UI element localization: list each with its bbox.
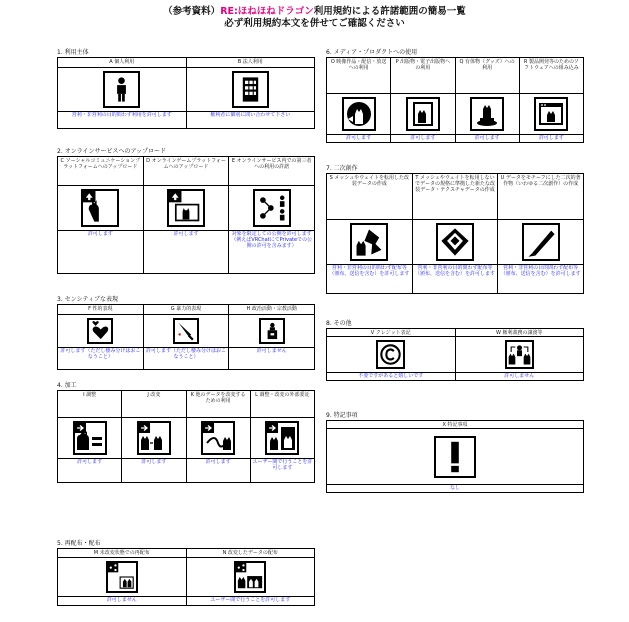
cell-icon-area — [187, 68, 315, 111]
cell-icon-area — [251, 418, 314, 458]
cell-icon-area — [144, 186, 229, 230]
cell-icon-area — [58, 558, 186, 596]
cell-icon-area — [520, 94, 583, 134]
upload-social-icon — [81, 189, 119, 227]
section-s1 — [57, 49, 315, 129]
share-third-party-icon — [253, 189, 291, 227]
section-title: 8. その他 — [326, 320, 352, 327]
cell-icon-area — [58, 68, 186, 111]
cell-icon-area — [327, 337, 455, 372]
page-header — [0, 6, 629, 30]
cell-header: P 出版物・電子出版物への利用 — [391, 58, 454, 94]
permission-status: 許可します — [122, 458, 185, 482]
permission-status: 許可します（ただし棲み分けはおこなうこと） — [58, 347, 143, 369]
copyright-icon — [376, 340, 405, 369]
cell-header: W 権利義務の譲渡等 — [456, 329, 584, 337]
permission-status: 対象を限定しての公開を許可します（例えばVRChatにてPrivateでの公開の許可を含みます） — [229, 230, 314, 273]
permission-cell — [57, 157, 143, 273]
section-s8 — [326, 320, 584, 381]
section-s5 — [57, 540, 315, 606]
permission-status: 不要ですがあると嬉しいです — [327, 372, 455, 380]
permission-cell — [455, 329, 584, 380]
permission-status: ユーザー間で行うことを許可します — [251, 458, 314, 482]
permission-cell — [57, 391, 121, 482]
permission-cell — [228, 157, 314, 273]
section-s6 — [326, 49, 584, 143]
cell-icon-area — [58, 186, 143, 230]
permission-status: なし — [327, 484, 583, 492]
section-s7 — [326, 165, 584, 294]
cell-header: L 調整・改変の外部委託 — [251, 391, 314, 418]
cell-icon-area — [58, 315, 143, 347]
permission-status: 営利・非営利の目的問わず配布等（頒布、送信を含む）を許可します — [413, 264, 498, 293]
header-line-1 — [0, 6, 629, 18]
modify-icon — [137, 421, 171, 455]
permission-grid — [326, 57, 584, 143]
permission-grid — [326, 173, 584, 294]
cell-icon-area — [498, 220, 583, 264]
cell-icon-area — [327, 220, 412, 264]
cell-icon-area — [413, 220, 498, 264]
permission-status: 許可します（ただし棲み分けはおこなうこと） — [144, 347, 229, 369]
podium-icon — [259, 318, 285, 344]
cell-icon-area — [327, 94, 390, 134]
outsource-icon — [265, 421, 299, 455]
cell-icon-area — [391, 94, 454, 134]
permission-grid — [57, 304, 315, 370]
permission-cell — [186, 549, 315, 605]
permission-cell — [497, 174, 583, 293]
permission-cell — [326, 174, 412, 293]
permission-cell — [326, 58, 390, 142]
cell-header: M 未改変状態での再配布 — [58, 549, 186, 558]
adjust-icon — [73, 421, 107, 455]
cell-header: N 改変したデータの配布 — [187, 549, 315, 558]
header-line-2: 必ず利用規約本文を併せてご確認ください — [224, 18, 405, 29]
cell-header: J 改変 — [122, 391, 185, 418]
permission-status: 許可しません — [229, 347, 314, 369]
permission-cell — [250, 391, 314, 482]
cell-header: C ソーシャルコミュニケーションプラットフォームへのアップロード — [58, 157, 143, 186]
permission-cell — [412, 174, 498, 293]
cell-header: F 性的表現 — [58, 305, 143, 315]
cell-icon-area — [229, 315, 314, 347]
building-icon — [232, 71, 269, 108]
permission-grid — [57, 390, 315, 483]
cell-header: S メッシュやウェイトを転用した改装データの作成 — [327, 174, 412, 220]
permission-cell — [57, 58, 186, 128]
cell-header: I 調整 — [58, 391, 121, 418]
section-s3 — [57, 296, 315, 370]
cell-icon-area — [187, 558, 315, 596]
permission-cell — [455, 58, 519, 142]
section-s9 — [326, 412, 584, 493]
texture-icon — [436, 223, 474, 261]
cell-header: K 他のデータを改変するための利用 — [187, 391, 250, 418]
permission-status: 許可します — [58, 458, 121, 482]
permission-cell — [326, 329, 455, 380]
permission-grid — [326, 328, 584, 381]
permission-cell — [121, 391, 185, 482]
permission-status: 営利・非営利の目的問わず利用を許可します — [58, 111, 186, 128]
permission-status: 許可します — [327, 134, 390, 142]
cell-header: O 映像作品・配信・放送への利用 — [327, 58, 390, 94]
cell-icon-area — [456, 94, 519, 134]
cell-icon-area — [122, 418, 185, 458]
cell-header: D オンラインゲームプラットフォームへのアップロード — [144, 157, 229, 186]
section-title: 3. センシティブな表現 — [57, 296, 119, 303]
permission-status: 許可しません — [456, 372, 584, 380]
permission-cell — [186, 58, 315, 128]
cell-header: H 政治活動・宗教活動 — [229, 305, 314, 315]
cell-header: T メッシュやウェイトを転用しないでデータの規格に準拠した新たな改装データ・テクスチャデータの作成 — [413, 174, 498, 220]
video-icon — [342, 97, 376, 131]
permission-grid — [57, 57, 315, 129]
section-title: 9. 特記事項 — [326, 412, 358, 419]
section-s4 — [57, 382, 315, 483]
distribute-modified-icon — [234, 561, 266, 593]
cell-header: X 特記事項 — [327, 421, 583, 429]
cell-header: R 製品開発等のためのソフトウェアへの組み込み — [520, 58, 583, 94]
permission-cell — [143, 157, 229, 273]
permission-cell — [228, 305, 314, 369]
permission-cell — [57, 549, 186, 605]
permission-status: 営利・非営利の目的問わず配布等（頒布、送信を含む）を許可します — [327, 264, 412, 293]
permission-cell — [57, 305, 143, 369]
mesh-reuse-icon — [350, 223, 388, 261]
knife-icon — [173, 318, 199, 344]
upload-game-icon — [167, 189, 205, 227]
cell-icon-area — [187, 418, 250, 458]
section-s2 — [57, 148, 315, 274]
permission-grid — [57, 156, 315, 274]
header-prefix: （参考資料） — [163, 6, 221, 17]
permission-status: 許可します — [391, 134, 454, 142]
permission-status: 許可します — [58, 230, 143, 273]
cell-header: V クレジット表記 — [327, 329, 455, 337]
permission-status: ユーザー間で行うことを許可します — [187, 596, 315, 605]
cell-header: G 暴力的表現 — [144, 305, 229, 315]
permission-cell — [326, 421, 583, 492]
permission-status: 許可しません — [58, 596, 186, 605]
cell-header: U データをモチーフにした二次的著作物（いわゆる二次創作）の作成 — [498, 174, 583, 220]
redistribute-icon — [106, 561, 138, 593]
cell-icon-area — [144, 315, 229, 347]
permission-status: 許可します — [456, 134, 519, 142]
section-title: 6. メディア・プロダクトへの使用 — [326, 49, 418, 56]
permission-cell — [186, 391, 250, 482]
section-title: 7. 二次創作 — [326, 165, 358, 172]
permission-status: 許可します — [144, 230, 229, 273]
modify-other-icon — [201, 421, 235, 455]
cell-icon-area — [456, 337, 584, 372]
hearts-icon — [87, 318, 113, 344]
permission-cell — [519, 58, 583, 142]
permission-grid — [57, 548, 315, 606]
cell-header: B 法人利用 — [187, 58, 315, 68]
cell-header: Q 有体物（グッズ）への利用 — [456, 58, 519, 94]
goods-icon — [470, 97, 504, 131]
section-title: 1. 利用主体 — [57, 49, 89, 56]
person-icon — [103, 71, 140, 108]
pen-icon — [522, 223, 560, 261]
permission-grid — [326, 420, 584, 493]
permission-cell — [143, 305, 229, 369]
permission-status: 許可します — [520, 134, 583, 142]
permission-status: 営利・非営利の目的問わず配布等（頒布、送信を含む）を許可します — [498, 264, 583, 293]
cell-icon-area — [327, 429, 583, 484]
book-icon — [406, 97, 440, 131]
transfer-icon — [505, 340, 534, 369]
exclamation-icon — [434, 436, 476, 478]
permission-status: 許可します — [187, 458, 250, 482]
section-title: 2. オンラインサービスへのアップロード — [57, 148, 167, 155]
header-suffix: 利用規約による許諾範囲の簡易一覧 — [313, 6, 466, 17]
section-title: 4. 加工 — [57, 382, 77, 389]
cell-icon-area — [229, 186, 314, 230]
cell-icon-area — [58, 418, 121, 458]
software-icon — [534, 97, 568, 131]
section-title: 5. 再配布・配布 — [57, 540, 101, 547]
cell-header: A 個人利用 — [58, 58, 186, 68]
permission-cell — [390, 58, 454, 142]
brand-name: RE:ほねほねドラゴン — [220, 6, 314, 17]
cell-header: E オンラインサービス内での第三者への利用の許諾 — [229, 157, 314, 186]
permission-status: 権利者に個別に問い合わせて下さい — [187, 111, 315, 128]
